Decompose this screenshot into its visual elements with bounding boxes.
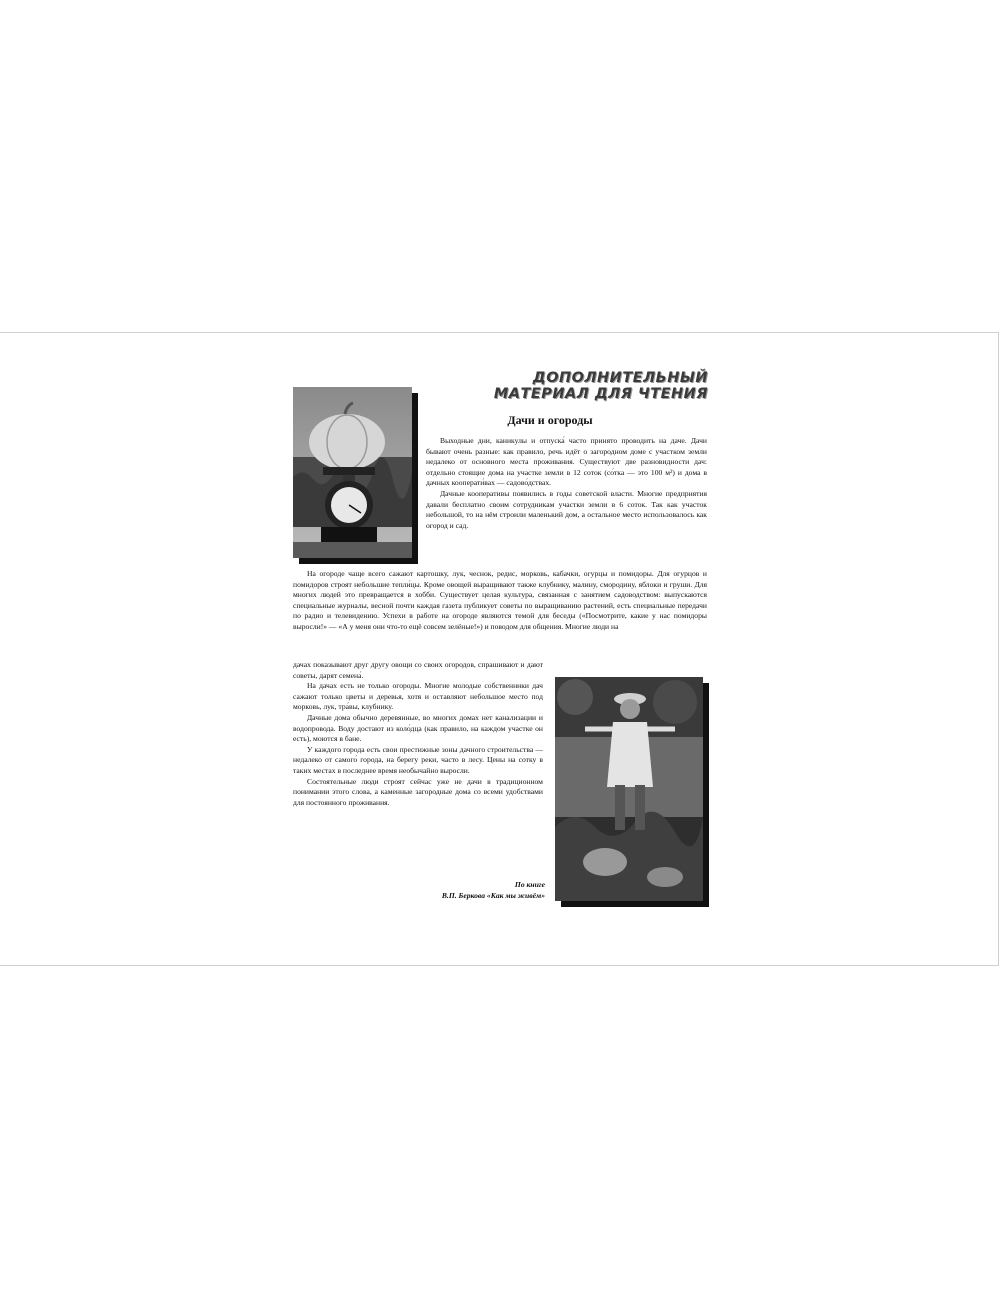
section-heading-line1: ДОПОЛНИТЕЛЬНЫЙ: [532, 370, 708, 386]
article-column-left: [293, 660, 543, 808]
paragraph-3: На огороде чаще всего сажают картошку, лук, чеснок, редис, морковь, кабачки, огурцы и помидоры. Для огурцов и помидоров строят небольшие тепли́цы. Кроме овощей выращивают также клубнику, малину, смородину, яблоки и груши. Для многих людей это превращается в хобби. Существует целая культура, связанная с занятием садоводством: выпускаются специальные журналы, весной почти каждая газета публикует советы по выращиванию растений, есть специальные передачи по радио и телевидению. Успехи в работе на огороде являются темой для беседы («Посмотрите, какие у нас помидоры выросли!» — «А у меня они что-то ещё совсем зелёные!») и поводом для общения. Многие люди на: [293, 569, 707, 631]
article-column-full: [293, 569, 707, 633]
section-heading-line2: МАТЕРИАЛ ДЛЯ ЧТЕНИЯ: [493, 386, 708, 402]
paragraph-1: Выходные дни, каникулы и отпуска́ часто принято проводить на даче. Дачи бывают очень разные: как правило, речь идёт о загородном доме с участком земли недалеко от основного места проживания. Существуют две разновидности дач: отдельно стоящие дома на участке земли в 12 соток (со́тка — это 100 м²) и дома в дачных кооперати́вах — садово́дствах.: [426, 436, 707, 488]
section-heading: [494, 370, 708, 402]
scarecrow-illustration: [555, 677, 703, 901]
paragraph-2: Дачные кооперативы появились в годы советской власти. Многие предприятия давали бесплатно своим сотрудникам участки земли в 6 соток. Так как участок небольшой, то на нём строили маленький дом, а остальное место использовалось как огород и сад.: [426, 488, 707, 530]
pumpkin-on-scale-photo: [293, 387, 412, 558]
paragraph-6: У каждого города есть свои престижные зоны дачного строительства — недалеко от самого́ города, на берегу реки, часто в лесу. Цены на сотку в таких местах в последнее время необычайно выросли.: [293, 744, 543, 775]
article-title: Дачи и огороды: [507, 413, 593, 427]
paragraph-4: На дачах есть не только огороды. Многие молодые собственники дач сажают только цветы и деревья, хотя и оставляют небольшое место под морковь, лук, тра́вы, клубнику.: [293, 681, 543, 712]
paragraph-3-continued: дачах показывают друг другу овощи со своих огородов, спрашивают и дают советы, дарят семена́.: [293, 660, 543, 680]
article-column-top: [426, 436, 707, 531]
source-line-2: В.П. Беркова «Как мы живём»: [441, 891, 545, 900]
source-citation: [442, 879, 545, 901]
pumpkin-scale-illustration: [293, 387, 412, 558]
paragraph-7: Состоятельные люди строят сейчас уже не дачи в традиционном понимании этого слова, а каменные загородные дома со всеми удобствами для постоянного проживания.: [293, 776, 543, 807]
paragraph-5: Дачные дома обычно деревянные, во многих домах нет канализации и водопровода. Воду достают из коло́дца (как правило, на каждом участке он есть), моются в бане.: [293, 712, 543, 744]
scarecrow-in-garden-photo: [555, 677, 703, 901]
source-line-1: По книге: [514, 880, 545, 889]
